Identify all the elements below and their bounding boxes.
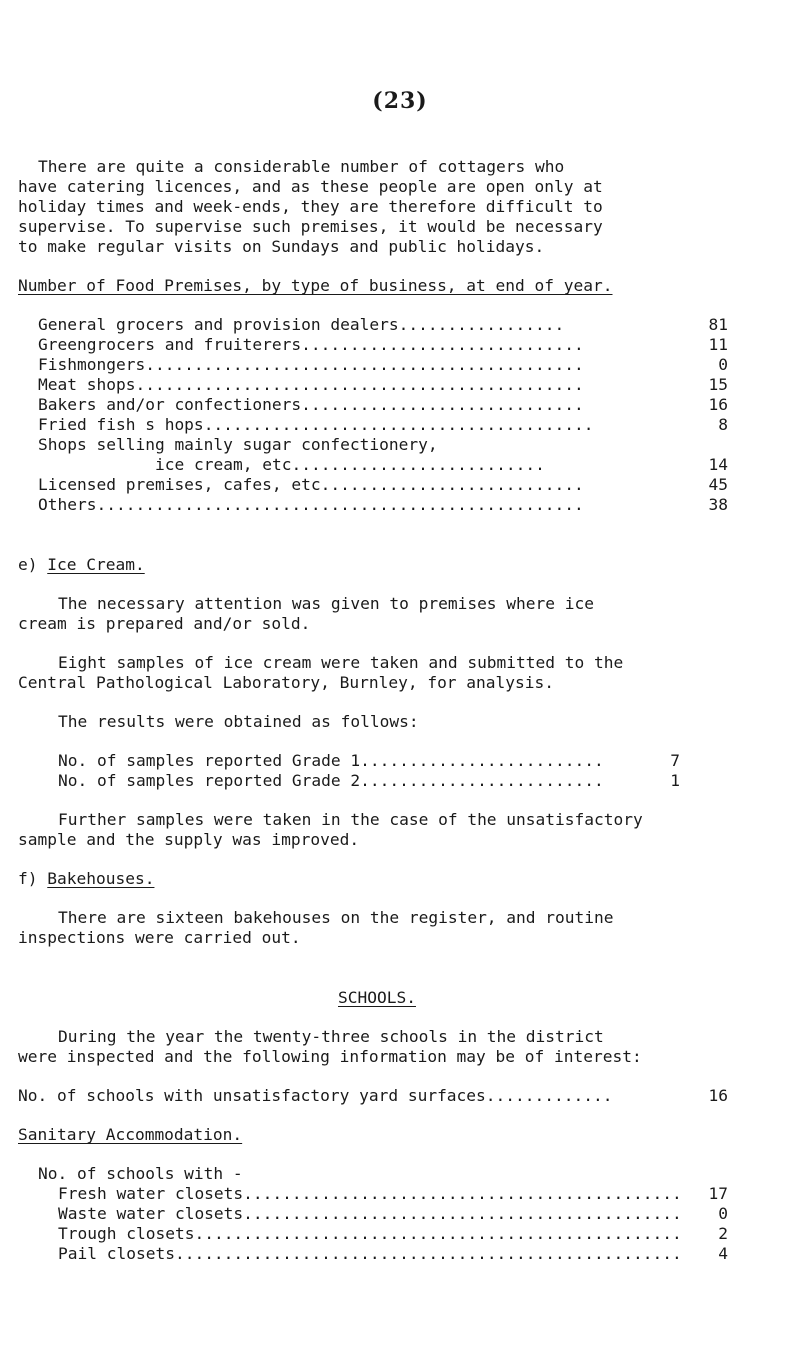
paragraph-line: were inspected and the following information may be of interest: — [18, 1047, 642, 1066]
paragraph-line: No. of schools with - — [38, 1164, 243, 1183]
list-item-value: 4 — [718, 1244, 728, 1263]
section-heading: e) Ice Cream. — [18, 555, 145, 574]
list-item: No. of samples reported Grade 2......................... — [58, 771, 604, 790]
list-item: No. of samples reported Grade 1......................... — [58, 751, 604, 770]
intro-line: to make regular visits on Sundays and public holidays. — [18, 237, 545, 256]
list-item-value: 38 — [708, 495, 728, 514]
paragraph-line: Eight samples of ice cream were taken and submitted to the — [58, 653, 624, 672]
paragraph-line: cream is prepared and/or sold. — [18, 614, 311, 633]
list-item-value: 16 — [708, 1086, 728, 1105]
list-item: Meat shops.............................................. — [38, 375, 584, 394]
list-item: Fried fish s hops........................................ — [38, 415, 594, 434]
list-item: Fishmongers............................................. — [38, 355, 584, 374]
food-premises-heading: Number of Food Premises, by type of business, at end of year. — [18, 276, 613, 295]
list-item: Pail closets.................................................... — [58, 1244, 682, 1263]
sanitary-heading: Sanitary Accommodation. — [18, 1125, 243, 1144]
paragraph-line: During the year the twenty-three schools in the district — [58, 1027, 604, 1046]
list-item-value: 16 — [708, 395, 728, 414]
list-item: Greengrocers and fruiterers............................. — [38, 335, 584, 354]
intro-line: There are quite a considerable number of cottagers who — [38, 157, 565, 176]
paragraph-line: There are sixteen bakehouses on the register, and routine — [58, 908, 614, 927]
list-item-value: 1 — [670, 771, 680, 790]
intro-line: supervise. To supervise such premises, it would be necessary — [18, 217, 603, 236]
list-item: No. of schools with unsatisfactory yard surfaces............. — [18, 1086, 613, 1105]
paragraph-line: The results were obtained as follows: — [58, 712, 419, 731]
list-item-value: 0 — [718, 1204, 728, 1223]
intro-line: have catering licences, and as these people are open only at — [18, 177, 603, 196]
list-item: Fresh water closets............................................. — [58, 1184, 682, 1203]
list-item: Trough closets.................................................. — [58, 1224, 682, 1243]
paragraph-line: sample and the supply was improved. — [18, 830, 360, 849]
paragraph-line: Further samples were taken in the case of the unsatisfactory — [58, 810, 643, 829]
list-item: General grocers and provision dealers................. — [38, 315, 565, 334]
page-number: (23) — [372, 88, 428, 114]
list-item-value: 45 — [708, 475, 728, 494]
list-item: Others.................................................. — [38, 495, 584, 514]
list-item: ice cream, etc.......................... — [155, 455, 545, 474]
list-item: Licensed premises, cafes, etc........................... — [38, 475, 584, 494]
paragraph-line: The necessary attention was given to premises where ice — [58, 594, 595, 613]
list-item: Bakers and/or confectioners............................. — [38, 395, 584, 414]
schools-heading: SCHOOLS. — [338, 988, 416, 1007]
list-item: Waste water closets............................................. — [58, 1204, 682, 1223]
intro-line: holiday times and week-ends, they are therefore difficult to — [18, 197, 603, 216]
paragraph-line: Central Pathological Laboratory, Burnley, for analysis. — [18, 673, 555, 692]
list-item-value: 15 — [708, 375, 728, 394]
list-item-value: 81 — [708, 315, 728, 334]
list-item: Shops selling mainly sugar confectionery, — [38, 435, 438, 454]
list-item-value: 17 — [708, 1184, 728, 1203]
section-heading: f) Bakehouses. — [18, 869, 155, 888]
paragraph-line: inspections were carried out. — [18, 928, 301, 947]
list-item-value: 2 — [718, 1224, 728, 1243]
list-item-value: 0 — [718, 355, 728, 374]
list-item-value: 7 — [670, 751, 680, 770]
list-item-value: 14 — [708, 455, 728, 474]
list-item-value: 11 — [708, 335, 728, 354]
list-item-value: 8 — [718, 415, 728, 434]
